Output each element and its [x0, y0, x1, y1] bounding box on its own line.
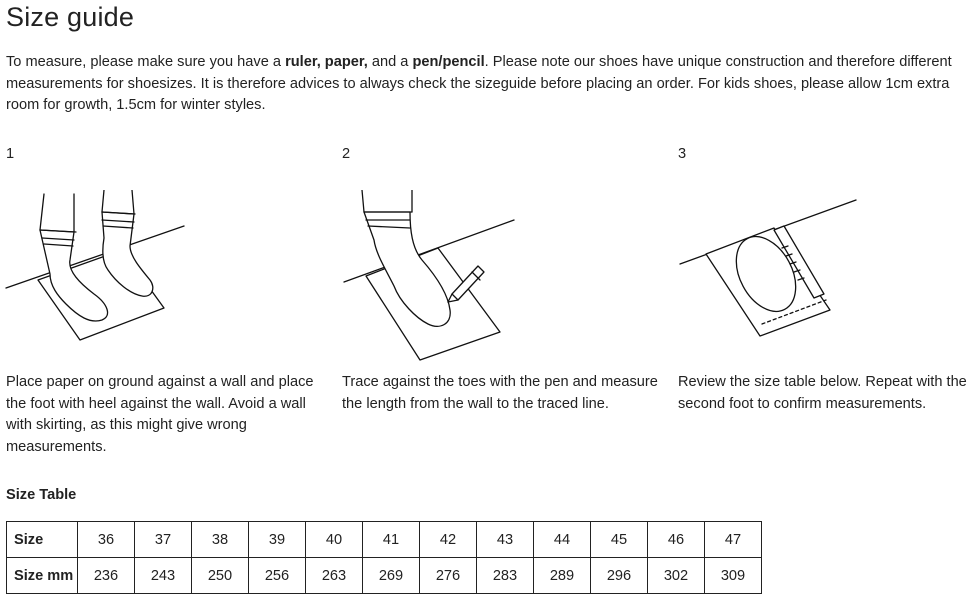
- table-row: [7, 522, 762, 558]
- table-cell: 36: [78, 522, 135, 558]
- table-cell: 309: [705, 558, 762, 594]
- table-cell: 276: [420, 558, 477, 594]
- step-2-number: 2: [342, 146, 351, 162]
- row-label-size-mm: Size mm: [7, 558, 78, 594]
- step-1-caption: Place paper on ground against a wall and place the foot with heel against the wall. Avoid a wall with skirting, as this might give wrong measurements.: [6, 374, 314, 455]
- intro-text: [6, 52, 966, 117]
- intro-part-2: and a: [367, 54, 413, 70]
- intro-bold-pen: pen/pencil: [412, 54, 485, 70]
- size-table-title: Size Table: [6, 487, 77, 503]
- intro-part-3: . Please note our shoes have unique construction and therefore different measurements for shoesizes. It is therefore advices to always check the sizeguide before placing an order. For kids shoes, please allow 1cm extra room for growth, 1.5cm for winter styles.: [6, 54, 952, 113]
- table-cell: 41: [363, 522, 420, 558]
- step-3-number: 3: [678, 146, 687, 162]
- size-table: [6, 521, 762, 594]
- table-cell: 296: [591, 558, 648, 594]
- table-cell: 289: [534, 558, 591, 594]
- table-row: [7, 558, 762, 594]
- table-cell: 283: [477, 558, 534, 594]
- table-cell: 45: [591, 522, 648, 558]
- intro-bold-tools: ruler, paper,: [285, 54, 368, 70]
- table-cell: 302: [648, 558, 705, 594]
- table-cell: 40: [306, 522, 363, 558]
- step-2-caption: Trace against the toes with the pen and measure the length from the wall to the traced line.: [342, 374, 658, 412]
- table-cell: 44: [534, 522, 591, 558]
- table-cell: 47: [705, 522, 762, 558]
- page-title: Size guide: [6, 2, 135, 32]
- table-cell: 256: [249, 558, 306, 594]
- step-1-number: 1: [6, 146, 15, 162]
- row-label-size: Size: [7, 522, 78, 558]
- table-cell: 243: [135, 558, 192, 594]
- table-cell: 236: [78, 558, 135, 594]
- table-cell: 250: [192, 558, 249, 594]
- ruler-measure-icon: [676, 190, 866, 350]
- table-cell: 37: [135, 522, 192, 558]
- table-cell: 46: [648, 522, 705, 558]
- step-3-caption: Review the size table below. Repeat with the second foot to confirm measurements.: [678, 374, 967, 412]
- table-cell: 39: [249, 522, 306, 558]
- table-cell: 269: [363, 558, 420, 594]
- table-cell: 38: [192, 522, 249, 558]
- intro-part-1: To measure, please make sure you have a: [6, 54, 286, 70]
- table-cell: 263: [306, 558, 363, 594]
- trace-foot-icon: [340, 190, 530, 365]
- table-cell: 42: [420, 522, 477, 558]
- table-cell: 43: [477, 522, 534, 558]
- feet-on-paper-icon: [4, 190, 194, 350]
